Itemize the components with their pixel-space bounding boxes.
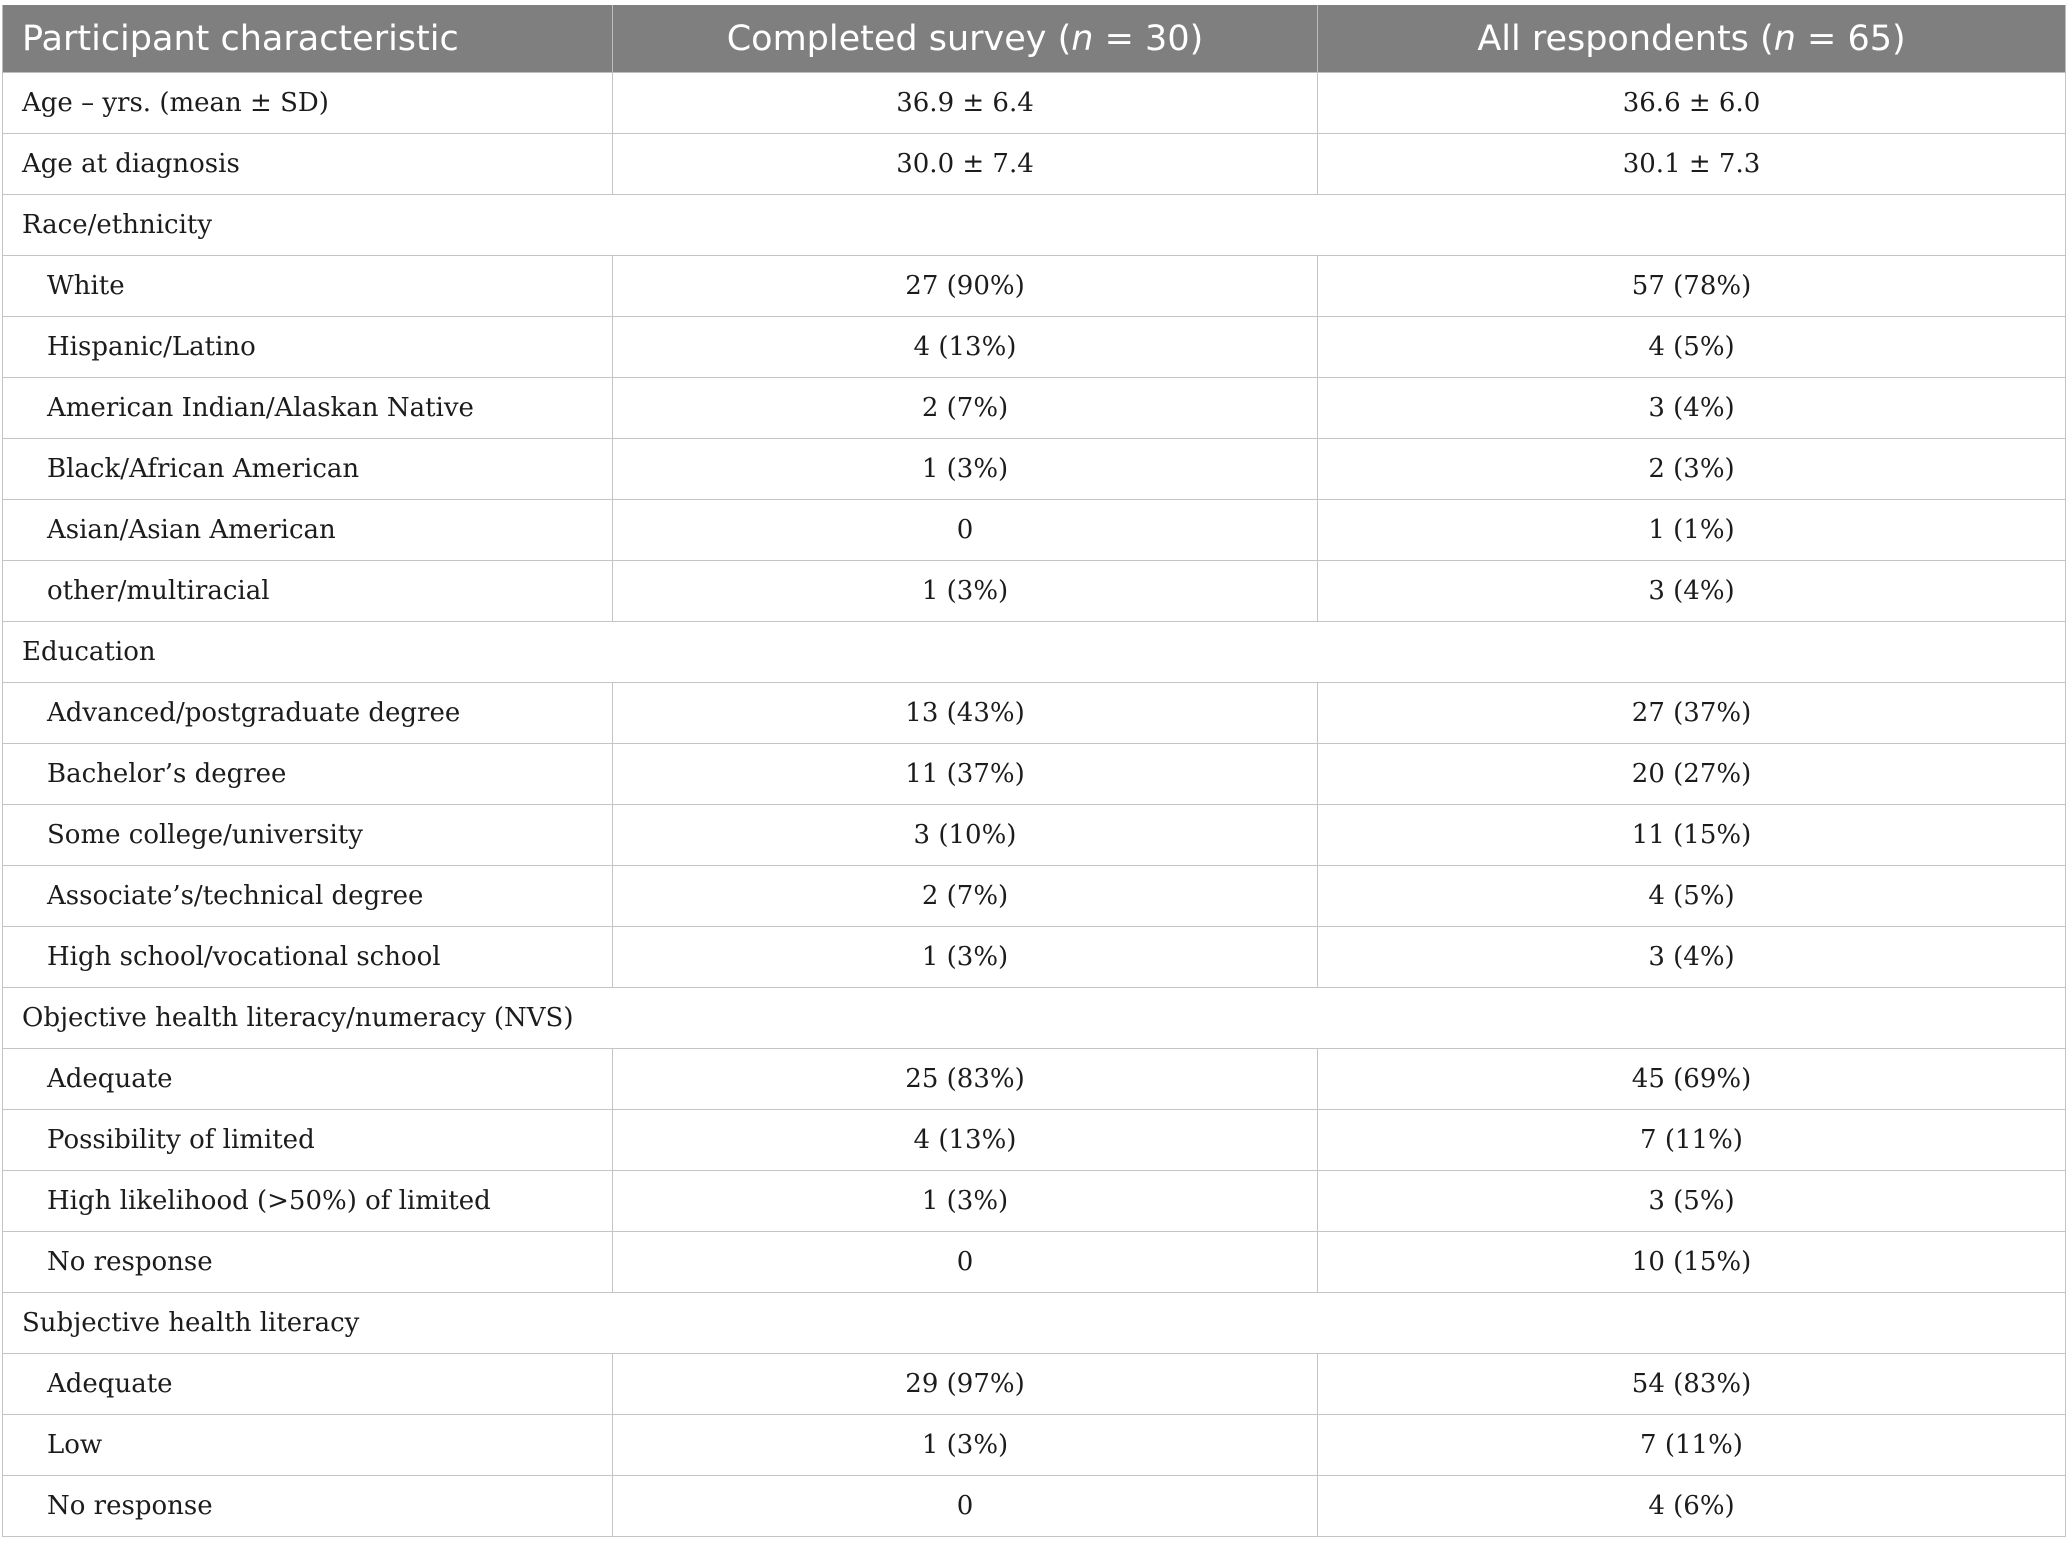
table-body: [3, 73, 2066, 1537]
row-label: High school/vocational school: [3, 927, 613, 988]
all-value: 7 (11%): [1318, 1110, 2066, 1171]
all-value: 11 (15%): [1318, 805, 2066, 866]
section-row-education: [3, 622, 2066, 683]
completed-value: 4 (13%): [613, 1110, 1318, 1171]
row-label: Low: [3, 1415, 613, 1476]
all-value: 30.1 ± 7.3: [1318, 134, 2066, 195]
completed-value: 29 (97%): [613, 1354, 1318, 1415]
row-label: White: [3, 256, 613, 317]
completed-value: 1 (3%): [613, 1171, 1318, 1232]
header-all-respondents: [1318, 5, 2066, 73]
row-label: Age at diagnosis: [3, 134, 613, 195]
table-row: [3, 866, 2066, 927]
all-value: 45 (69%): [1318, 1049, 2066, 1110]
all-value: 10 (15%): [1318, 1232, 2066, 1293]
completed-value: 1 (3%): [613, 927, 1318, 988]
table-row: [3, 500, 2066, 561]
all-value: 1 (1%): [1318, 500, 2066, 561]
completed-value: 25 (83%): [613, 1049, 1318, 1110]
header-all-prefix: All respondents (: [1477, 18, 1774, 59]
table-row: [3, 683, 2066, 744]
table-row: [3, 561, 2066, 622]
table-row: [3, 256, 2066, 317]
section-label: Race/ethnicity: [3, 195, 2066, 256]
all-value: 57 (78%): [1318, 256, 2066, 317]
header-participant-characteristic: Participant characteristic: [3, 5, 613, 73]
table-row: [3, 73, 2066, 134]
completed-value: 1 (3%): [613, 1415, 1318, 1476]
row-label: American Indian/Alaskan Native: [3, 378, 613, 439]
header-row: [3, 5, 2066, 73]
table-row: [3, 1232, 2066, 1293]
all-value: 54 (83%): [1318, 1354, 2066, 1415]
completed-value: 1 (3%): [613, 561, 1318, 622]
row-label: other/multiracial: [3, 561, 613, 622]
header-completed-survey: [613, 5, 1318, 73]
row-label: High likelihood (>50%) of limited: [3, 1171, 613, 1232]
row-label: Advanced/postgraduate degree: [3, 683, 613, 744]
row-label: No response: [3, 1232, 613, 1293]
completed-value: 0: [613, 1232, 1318, 1293]
section-row-subjective-health-literacy: [3, 1293, 2066, 1354]
participant-characteristics-table: [2, 5, 2066, 1537]
completed-value: 3 (10%): [613, 805, 1318, 866]
completed-value: 36.9 ± 6.4: [613, 73, 1318, 134]
completed-value: 13 (43%): [613, 683, 1318, 744]
table-row: [3, 805, 2066, 866]
header-all-suffix: = 65): [1795, 18, 1906, 59]
completed-value: 2 (7%): [613, 378, 1318, 439]
row-label: Hispanic/Latino: [3, 317, 613, 378]
header-all-n: n: [1773, 18, 1796, 59]
row-label: Age – yrs. (mean ± SD): [3, 73, 613, 134]
all-value: 4 (5%): [1318, 866, 2066, 927]
row-label: Possibility of limited: [3, 1110, 613, 1171]
completed-value: 0: [613, 500, 1318, 561]
row-label: Adequate: [3, 1354, 613, 1415]
table-row: [3, 1354, 2066, 1415]
characteristics-table-container: [2, 5, 2065, 1537]
completed-value: 1 (3%): [613, 439, 1318, 500]
all-value: 20 (27%): [1318, 744, 2066, 805]
all-value: 36.6 ± 6.0: [1318, 73, 2066, 134]
table-row: [3, 134, 2066, 195]
table-row: [3, 1110, 2066, 1171]
header-completed-prefix: Completed survey (: [726, 18, 1072, 59]
row-label: No response: [3, 1476, 613, 1537]
all-value: 3 (4%): [1318, 927, 2066, 988]
row-label: Black/African American: [3, 439, 613, 500]
header-completed-n: n: [1071, 18, 1094, 59]
completed-value: 2 (7%): [613, 866, 1318, 927]
section-label: Education: [3, 622, 2066, 683]
all-value: 3 (4%): [1318, 561, 2066, 622]
table-row: [3, 1049, 2066, 1110]
table-row: [3, 317, 2066, 378]
section-label: Subjective health literacy: [3, 1293, 2066, 1354]
section-label: Objective health literacy/numeracy (NVS): [3, 988, 2066, 1049]
all-value: 3 (5%): [1318, 1171, 2066, 1232]
row-label: Some college/university: [3, 805, 613, 866]
completed-value: 0: [613, 1476, 1318, 1537]
completed-value: 27 (90%): [613, 256, 1318, 317]
row-label: Associate’s/technical degree: [3, 866, 613, 927]
completed-value: 30.0 ± 7.4: [613, 134, 1318, 195]
all-value: 4 (6%): [1318, 1476, 2066, 1537]
all-value: 27 (37%): [1318, 683, 2066, 744]
table-row: [3, 378, 2066, 439]
all-value: 2 (3%): [1318, 439, 2066, 500]
all-value: 3 (4%): [1318, 378, 2066, 439]
all-value: 7 (11%): [1318, 1415, 2066, 1476]
row-label: Bachelor’s degree: [3, 744, 613, 805]
table-row: [3, 1171, 2066, 1232]
table-row: [3, 439, 2066, 500]
section-row-race-ethnicity: [3, 195, 2066, 256]
completed-value: 4 (13%): [613, 317, 1318, 378]
row-label: Asian/Asian American: [3, 500, 613, 561]
completed-value: 11 (37%): [613, 744, 1318, 805]
all-value: 4 (5%): [1318, 317, 2066, 378]
section-row-objective-health-literacy: [3, 988, 2066, 1049]
table-row: [3, 1476, 2066, 1537]
row-label: Adequate: [3, 1049, 613, 1110]
table-row: [3, 744, 2066, 805]
table-header: [3, 5, 2066, 73]
table-row: [3, 1415, 2066, 1476]
header-completed-suffix: = 30): [1093, 18, 1204, 59]
table-row: [3, 927, 2066, 988]
